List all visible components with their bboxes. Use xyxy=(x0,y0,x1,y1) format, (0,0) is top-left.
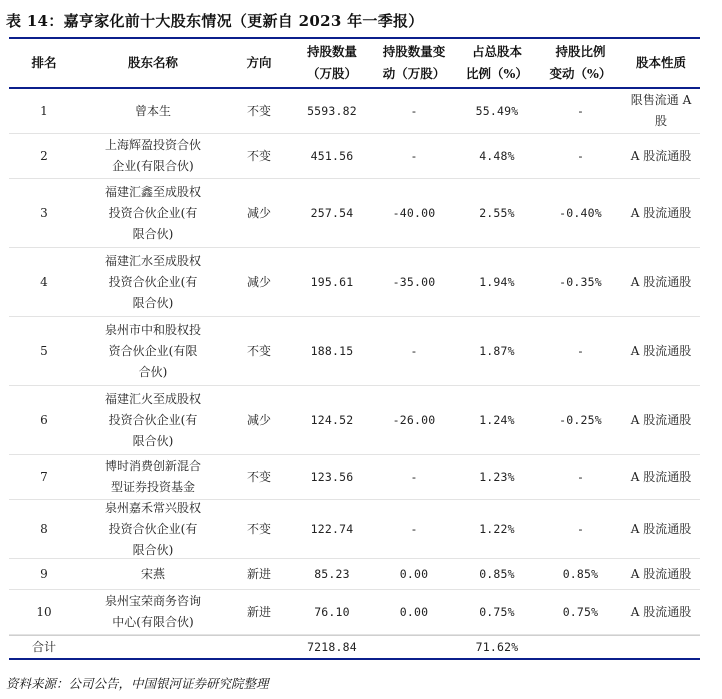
cell-direction: 新进 xyxy=(246,604,271,619)
cell-shares: 123.56 xyxy=(310,469,354,484)
header-nature: 股本性质 xyxy=(635,55,686,70)
cell-shares: 124.52 xyxy=(310,412,354,427)
cell-rank: 10 xyxy=(36,604,52,619)
cell-name: 博时消费创新混合 型证券投资基金 xyxy=(104,459,201,494)
cell-shares: 257.54 xyxy=(310,205,354,220)
cell-rank: 1 xyxy=(40,103,48,118)
cell-ratio: 1.23% xyxy=(479,469,515,484)
table-row xyxy=(9,590,700,635)
header-shares: 持股数量 （万股） xyxy=(306,44,357,81)
cell-change: 0.00 xyxy=(399,566,429,581)
cell-change: -35.00 xyxy=(392,274,436,289)
cell-nature: A 股流通股 xyxy=(630,205,692,220)
cell-nature: A 股流通股 xyxy=(630,604,692,619)
cell-name: 泉州市中和股权投 资合伙企业(有限 合伙) xyxy=(104,322,201,379)
cell-shares: 122.74 xyxy=(310,521,354,536)
cell-ratio: 4.48% xyxy=(479,148,515,163)
cell-shares: 76.10 xyxy=(314,604,350,619)
table-row xyxy=(9,179,700,248)
cell-ratio: 1.87% xyxy=(479,343,515,358)
header-ratio: 占总股本 比例（%） xyxy=(466,44,528,81)
cell-nature: A 股流通股 xyxy=(630,566,692,581)
cell-nature: A 股流通股 xyxy=(630,148,692,163)
cell-direction: 减少 xyxy=(246,412,271,427)
cell-direction: 不变 xyxy=(246,469,271,484)
cell-shares: 5593.82 xyxy=(307,103,357,118)
cell-direction: 减少 xyxy=(246,205,271,220)
total-empty xyxy=(227,636,291,658)
cell-shares: 451.56 xyxy=(310,148,354,163)
cell-nature: A 股流通股 xyxy=(630,469,692,484)
cell-direction: 不变 xyxy=(246,148,271,163)
cell-ratio-change: 0.75% xyxy=(562,604,599,619)
table-row xyxy=(9,559,700,590)
total-empty xyxy=(79,636,227,658)
cell-ratio-change: - xyxy=(576,343,585,358)
cell-ratio-change: - xyxy=(576,469,585,484)
cell-name: 福建汇火至成股权 投资合伙企业(有 限合伙) xyxy=(104,391,201,448)
cell-nature: A 股流通股 xyxy=(630,521,692,536)
cell-shares: 85.23 xyxy=(314,566,350,581)
cell-nature: A 股流通股 xyxy=(630,343,692,358)
table-header xyxy=(9,37,700,89)
table-total-row xyxy=(9,635,700,660)
table-title: 表 14：嘉亨家化前十大股东情况（更新自 2023 年一季报） xyxy=(6,12,424,30)
cell-name: 泉州宝荣商务咨询 中心(有限合伙) xyxy=(104,594,201,629)
cell-change: -40.00 xyxy=(392,205,436,220)
cell-change: - xyxy=(410,469,418,484)
cell-rank: 3 xyxy=(40,205,48,220)
cell-name: 上海辉盈投资合伙 企业(有限合伙) xyxy=(104,138,201,173)
shareholder-table xyxy=(9,37,700,660)
cell-name: 泉州嘉禾常兴股权 投资合伙企业(有 限合伙) xyxy=(104,500,201,557)
cell-name: 曾本生 xyxy=(134,103,171,118)
header-rank: 排名 xyxy=(31,55,57,70)
cell-name: 福建汇鑫至成股权 投资合伙企业(有 限合伙) xyxy=(104,184,201,241)
table-row xyxy=(9,134,700,179)
cell-rank: 4 xyxy=(40,274,48,289)
header-name: 股东名称 xyxy=(127,55,178,70)
table-row xyxy=(9,500,700,559)
header-ratio-change: 持股比例 变动（%） xyxy=(549,44,612,81)
cell-change: - xyxy=(410,103,418,118)
table-row xyxy=(9,248,700,317)
header-change: 持股数量变 动（万股） xyxy=(382,44,446,81)
cell-ratio: 1.94% xyxy=(479,274,515,289)
total-ratio: 71.62% xyxy=(475,640,519,654)
cell-rank: 5 xyxy=(40,343,48,358)
cell-shares: 188.15 xyxy=(310,343,354,358)
table-row xyxy=(9,386,700,455)
cell-ratio: 1.24% xyxy=(479,412,515,427)
cell-rank: 9 xyxy=(40,566,48,581)
header-direction: 方向 xyxy=(246,55,272,70)
source-note: 资料来源：公司公告，中国银河证券研究院整理 xyxy=(6,676,269,691)
cell-ratio: 0.85% xyxy=(479,566,515,581)
cell-shares: 195.61 xyxy=(310,274,354,289)
cell-ratio: 0.75% xyxy=(479,604,515,619)
table-body xyxy=(9,89,700,635)
total-shares: 7218.84 xyxy=(307,640,357,654)
cell-ratio-change: - xyxy=(576,148,585,163)
cell-name: 福建汇水至成股权 投资合伙企业(有 限合伙) xyxy=(104,253,201,310)
cell-rank: 8 xyxy=(40,521,48,536)
cell-rank: 7 xyxy=(40,469,48,484)
table-row xyxy=(9,317,700,386)
cell-nature: 限售流通 A 股 xyxy=(630,93,692,128)
cell-direction: 不变 xyxy=(246,103,271,118)
cell-direction: 减少 xyxy=(246,274,271,289)
cell-ratio-change: -0.40% xyxy=(559,205,602,220)
total-empty xyxy=(622,636,700,658)
total-label: 合计 xyxy=(31,640,56,654)
cell-nature: A 股流通股 xyxy=(630,412,692,427)
cell-rank: 2 xyxy=(40,148,48,163)
table-row xyxy=(9,455,700,500)
cell-direction: 不变 xyxy=(246,521,271,536)
cell-ratio-change: 0.85% xyxy=(562,566,599,581)
cell-direction: 新进 xyxy=(246,566,271,581)
cell-change: -26.00 xyxy=(392,412,436,427)
total-empty xyxy=(539,636,622,658)
cell-change: - xyxy=(410,148,418,163)
cell-ratio-change: - xyxy=(576,521,585,536)
cell-ratio: 1.22% xyxy=(479,521,515,536)
total-empty xyxy=(373,636,455,658)
cell-ratio-change: -0.35% xyxy=(559,274,602,289)
cell-ratio: 55.49% xyxy=(475,103,519,118)
cell-rank: 6 xyxy=(40,412,48,427)
cell-name: 宋燕 xyxy=(140,566,165,581)
table-row xyxy=(9,89,700,134)
cell-change: - xyxy=(410,343,418,358)
cell-ratio: 2.55% xyxy=(479,205,515,220)
cell-nature: A 股流通股 xyxy=(630,274,692,289)
cell-change: 0.00 xyxy=(399,604,429,619)
cell-direction: 不变 xyxy=(246,343,271,358)
cell-ratio-change: - xyxy=(576,103,585,118)
cell-ratio-change: -0.25% xyxy=(559,412,602,427)
cell-change: - xyxy=(410,521,418,536)
